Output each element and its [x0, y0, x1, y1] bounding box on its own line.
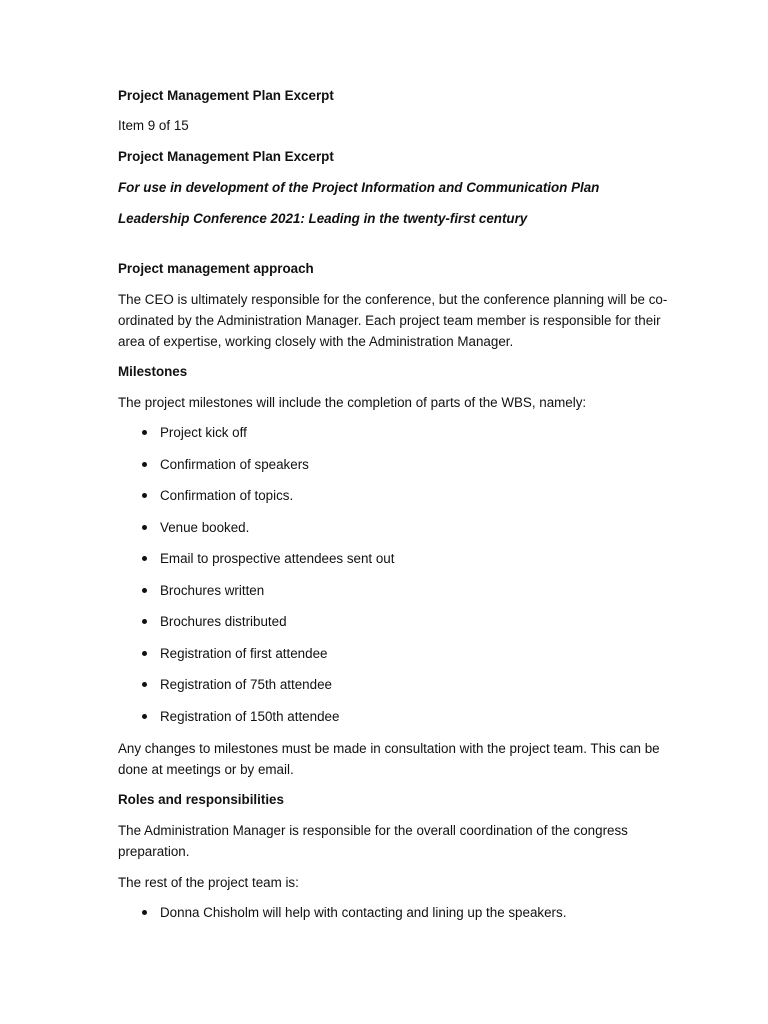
- milestone-label: Registration of first attendee: [160, 645, 328, 661]
- milestone-item: [118, 423, 678, 443]
- roles-heading: Roles and responsibilities: [118, 792, 284, 807]
- approach-heading: Project management approach: [118, 261, 314, 276]
- conference-line: Leadership Conference 2021: Leading in the twenty-first century: [118, 211, 528, 226]
- milestone-label: Project kick off: [160, 425, 247, 440]
- milestone-label: Confirmation of speakers: [160, 456, 309, 472]
- milestone-item: [118, 675, 678, 695]
- milestone-item: [118, 581, 678, 601]
- milestone-item: [118, 455, 678, 475]
- bullet-icon: [142, 910, 147, 915]
- bullet-icon: [142, 588, 147, 593]
- bullet-icon: [142, 556, 147, 561]
- bullet-icon: [142, 462, 147, 467]
- team-list: [118, 903, 678, 923]
- document-page: [118, 86, 678, 935]
- milestone-item: [118, 644, 678, 664]
- milestones-changes-note: Any changes to milestones must be made in consultation with the project team. This can be done at meetings or by email.: [118, 741, 660, 777]
- item-counter: Item 9 of 15: [118, 118, 189, 133]
- bullet-icon: [142, 651, 147, 656]
- milestone-item: [118, 486, 678, 506]
- milestones-intro: The project milestones will include the completion of parts of the WBS, namely:: [118, 395, 587, 410]
- milestone-item: [118, 612, 678, 632]
- milestones-list: [118, 423, 678, 727]
- milestone-label: Registration of 150th attendee: [160, 708, 340, 724]
- roles-paragraph: The Administration Manager is responsible for the overall coordination of the congress preparation.: [118, 823, 628, 859]
- team-intro: The rest of the project team is:: [118, 875, 299, 890]
- milestone-item: [118, 549, 678, 569]
- milestones-heading: Milestones: [118, 364, 188, 379]
- milestone-item: [118, 518, 678, 538]
- team-member-item: [118, 903, 678, 923]
- milestone-item: [118, 707, 678, 727]
- bullet-icon: [142, 714, 147, 719]
- bullet-icon: [142, 430, 147, 435]
- milestone-label: Brochures distributed: [160, 614, 287, 629]
- milestone-label: Brochures written: [160, 582, 265, 598]
- bullet-icon: [142, 493, 147, 498]
- team-member-label: Donna Chisholm will help with contacting and lining up the speakers.: [160, 905, 567, 920]
- document-subtitle: Project Management Plan Excerpt: [118, 149, 334, 164]
- approach-paragraph: The CEO is ultimately responsible for the conference, but the conference planning will be co-ordinated by the Administration Manager. Each project team member is responsible for their area of expertise, working closely with the Administration Manager.: [118, 292, 668, 349]
- milestone-label: Venue booked.: [160, 519, 250, 535]
- bullet-icon: [142, 525, 147, 530]
- milestone-label: Confirmation of topics.: [160, 488, 294, 503]
- milestone-label: Registration of 75th attendee: [160, 677, 332, 692]
- bullet-icon: [142, 619, 147, 624]
- purpose-line: For use in development of the Project Information and Communication Plan: [118, 180, 600, 195]
- milestone-label: Email to prospective attendees sent out: [160, 551, 395, 566]
- document-title: Project Management Plan Excerpt: [118, 88, 334, 103]
- bullet-icon: [142, 682, 147, 687]
